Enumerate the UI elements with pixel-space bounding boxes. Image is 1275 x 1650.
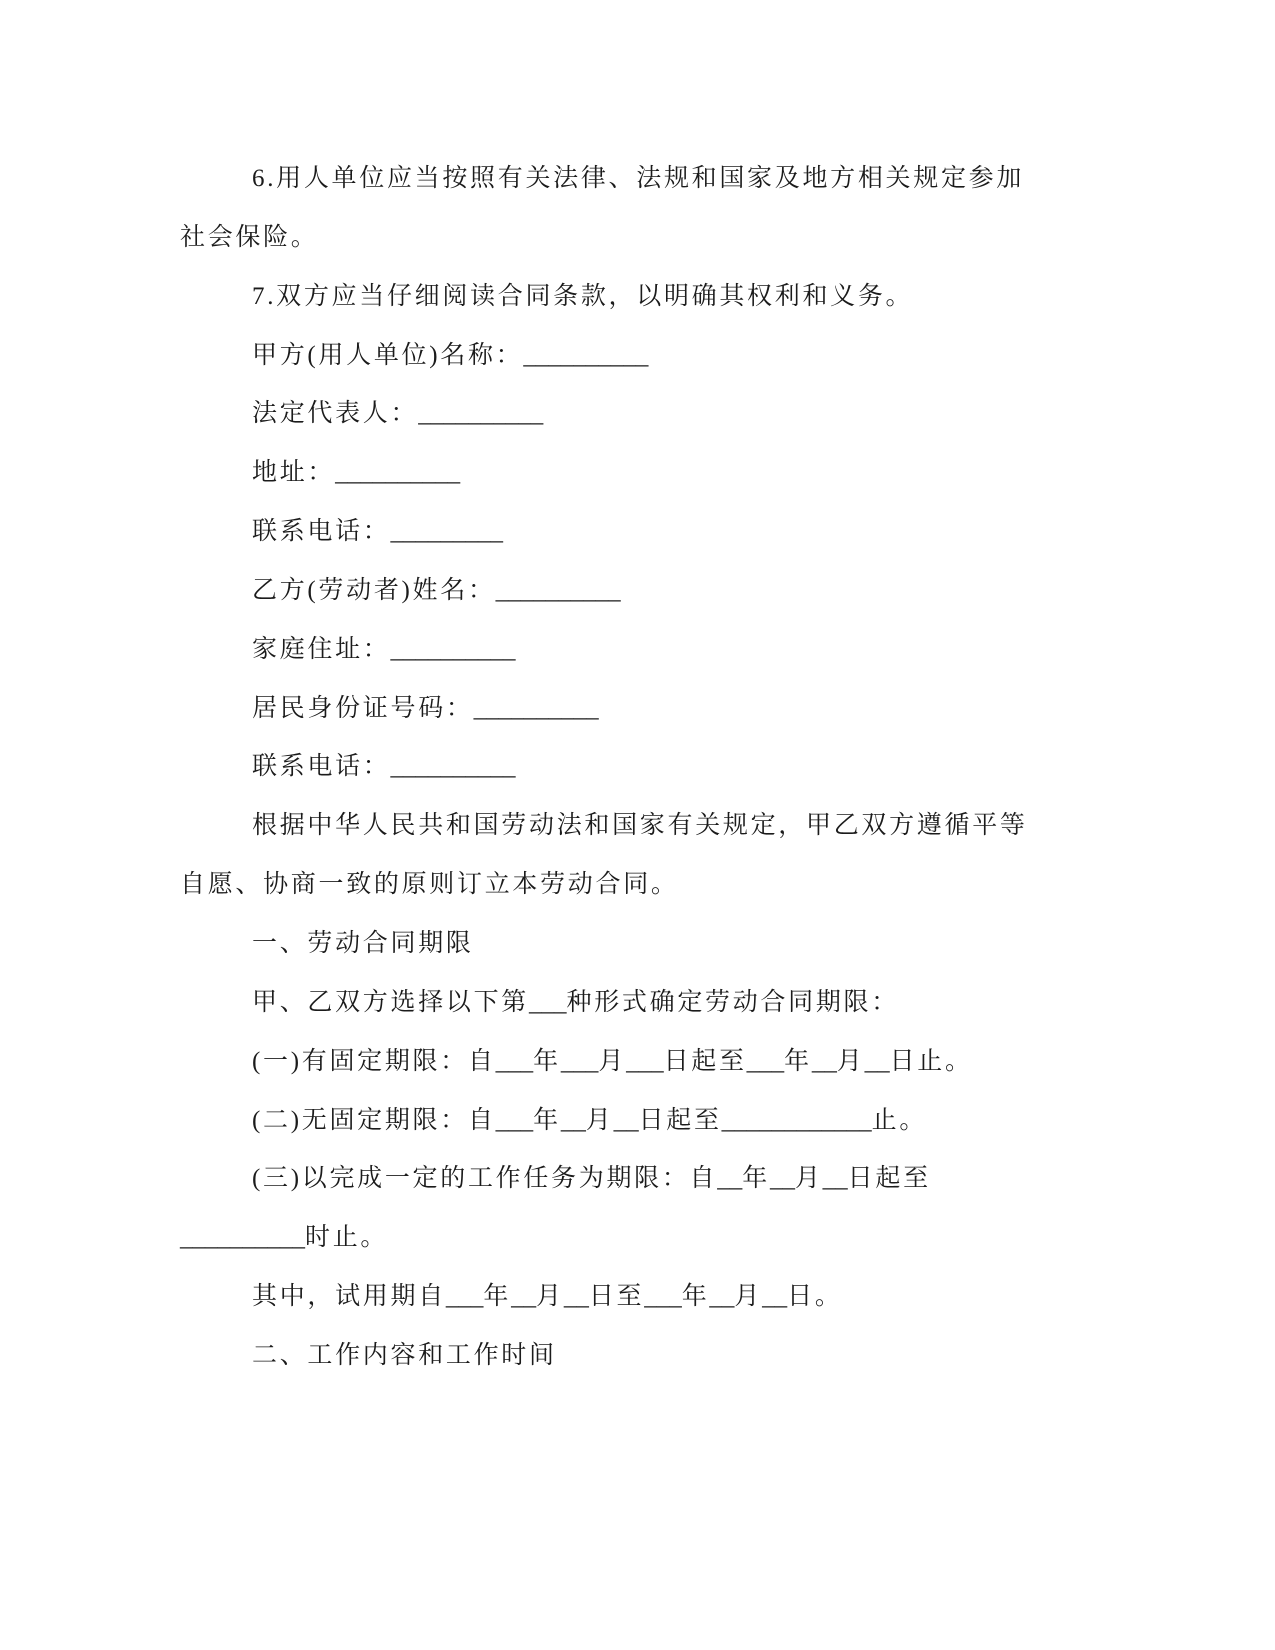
blank-field: __	[613, 1106, 639, 1134]
blank-field: ___	[495, 1106, 534, 1134]
party-a-phone-field: 联系电话：_________	[252, 518, 504, 546]
blank-field: __	[717, 1165, 743, 1193]
party-b-id-number-field: 居民身份证号码：__________	[252, 694, 599, 722]
blank-field: __	[762, 1283, 788, 1311]
blank-field: _________	[390, 518, 504, 546]
blank-field: __	[769, 1165, 795, 1193]
blank-field: ___	[746, 1047, 785, 1075]
blank-field: __	[511, 1283, 537, 1311]
blank-field: ___	[644, 1283, 682, 1311]
blank-field: __	[709, 1283, 735, 1311]
party-b-home-address-field: 家庭住址：__________	[252, 635, 516, 663]
blank-field: __________	[180, 1224, 305, 1252]
party-a-name-field: 甲方(用人单位)名称：__________	[252, 341, 649, 369]
party-b-name-field: 乙方(劳动者)姓名：__________	[252, 576, 621, 604]
blank-field: __________	[523, 341, 649, 369]
blank-field: __	[864, 1047, 890, 1075]
section-1-intro: 甲、乙双方选择以下第___种形式确定劳动合同期限：	[252, 988, 899, 1016]
blank-field: __	[811, 1047, 837, 1075]
clause-6-line-1: 6.用人单位应当按照有关法律、法规和国家及地方相关规定参加	[252, 165, 1025, 192]
blank-field: ___	[445, 1283, 484, 1311]
section-1-heading: 一、劳动合同期限	[252, 929, 474, 957]
term-option-1: (一)有固定期限：自___年___月___日起至___年__月__日止。	[252, 1047, 973, 1075]
document-page	[180, 150, 1060, 1386]
blank-field: __________	[390, 753, 516, 781]
blank-field: __	[560, 1106, 586, 1134]
preamble-line-2: 自愿、协商一致的原则订立本劳动合同。	[180, 871, 679, 899]
blank-field: __________	[418, 400, 544, 428]
party-a-legal-rep-field: 法定代表人：__________	[252, 400, 544, 428]
blank-field: __________	[495, 576, 621, 604]
blank-field: ___	[495, 1047, 534, 1075]
blank-field: __	[563, 1283, 589, 1311]
party-a-address-field: 地址：__________	[252, 459, 461, 487]
blank-field: ___	[626, 1047, 664, 1075]
term-option-2: (二)无固定期限：自___年__月__日起至____________止。	[252, 1106, 928, 1134]
blank-field: __________	[473, 694, 599, 722]
term-option-3-line-2: __________时止。	[180, 1224, 389, 1252]
blank-field: ___	[560, 1047, 599, 1075]
term-option-3-line-1: (三)以完成一定的工作任务为期限：自__年__月__日起至	[252, 1165, 931, 1193]
clause-7: 7.双方应当仔细阅读合同条款，以明确其权利和义务。	[252, 282, 914, 310]
blank-field: ___	[529, 988, 567, 1016]
section-2-heading: 二、工作内容和工作时间	[252, 1341, 557, 1369]
preamble-line-1: 根据中华人民共和国劳动法和国家有关规定，甲乙双方遵循平等	[252, 812, 1028, 840]
blank-field: __________	[335, 459, 461, 487]
blank-field: __________	[390, 635, 516, 663]
blank-field: __	[822, 1165, 848, 1193]
probation-period: 其中，试用期自___年__月__日至___年__月__日。	[252, 1283, 843, 1311]
party-b-phone-field: 联系电话：__________	[252, 753, 516, 781]
clause-6-line-2: 社会保险。	[180, 223, 319, 251]
blank-field: ____________	[721, 1106, 872, 1134]
